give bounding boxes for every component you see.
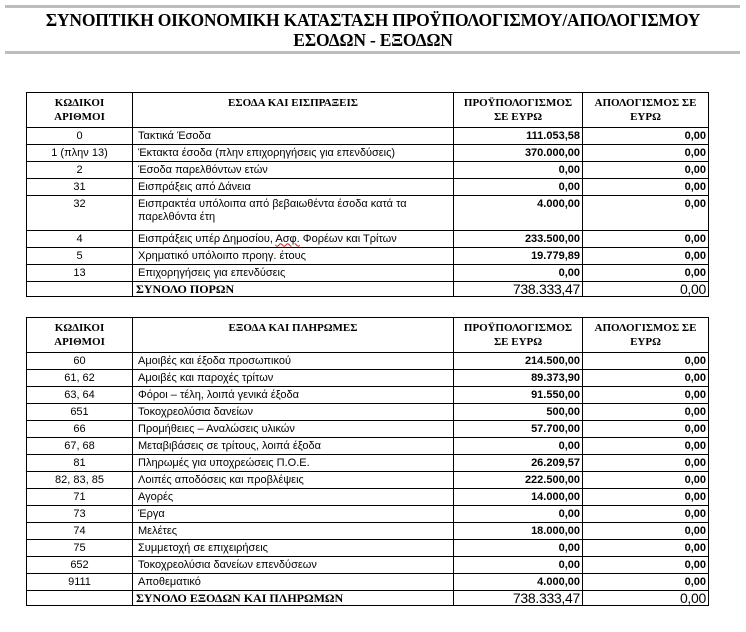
row-actual: 0,00	[583, 455, 709, 472]
row-description: Αγορές	[133, 489, 454, 506]
row-description: Αμοιβές και παροχές τρίτων	[133, 370, 454, 387]
table-row	[27, 145, 709, 162]
expense-table-header	[27, 318, 709, 353]
row-code: 67, 68	[27, 438, 133, 455]
table-row	[27, 196, 709, 231]
total-code-empty	[27, 591, 133, 606]
row-actual: 0,00	[583, 128, 709, 145]
table-row	[27, 472, 709, 489]
total-label: ΣΥΝΟΛΟ ΠΟΡΩΝ	[133, 282, 454, 297]
row-actual: 0,00	[583, 557, 709, 574]
row-code: 71	[27, 489, 133, 506]
row-actual: 0,00	[583, 231, 709, 248]
row-budget: 0,00	[454, 557, 583, 574]
row-actual: 0,00	[583, 404, 709, 421]
row-budget: 0,00	[454, 506, 583, 523]
table-row	[27, 387, 709, 404]
revenue-table	[26, 92, 709, 297]
expense-table	[26, 317, 709, 606]
total-actual: 0,00	[583, 282, 709, 297]
row-code: 60	[27, 353, 133, 370]
row-actual: 0,00	[583, 421, 709, 438]
table-row	[27, 179, 709, 196]
table-row	[27, 489, 709, 506]
table-row	[27, 421, 709, 438]
row-budget: 19.779,89	[454, 248, 583, 265]
title-rule-top	[5, 5, 740, 8]
row-actual: 0,00	[583, 265, 709, 282]
row-actual: 0,00	[583, 523, 709, 540]
row-description: Αμοιβές και έξοδα προσωπικού	[133, 353, 454, 370]
table-row	[27, 540, 709, 557]
table-row	[27, 506, 709, 523]
table-row	[27, 557, 709, 574]
row-actual: 0,00	[583, 387, 709, 404]
row-description	[133, 231, 454, 248]
row-budget: 0,00	[454, 265, 583, 282]
row-code: 74	[27, 523, 133, 540]
row-budget: 111.053,58	[454, 128, 583, 145]
row-budget: 91.550,00	[454, 387, 583, 404]
expense-total-row	[27, 591, 709, 606]
row-budget: 26.209,57	[454, 455, 583, 472]
row-actual: 0,00	[583, 179, 709, 196]
row-code: 75	[27, 540, 133, 557]
row-description-part: Φορέων και Τρίτων	[299, 232, 397, 245]
revenue-total-row	[27, 282, 709, 297]
total-budget: 738.333,47	[454, 591, 583, 606]
row-budget: 4.000,00	[454, 196, 583, 231]
revenue-table-header	[27, 93, 709, 128]
row-budget: 233.500,00	[454, 231, 583, 248]
row-budget: 214.500,00	[454, 353, 583, 370]
row-actual: 0,00	[583, 438, 709, 455]
row-actual: 0,00	[583, 162, 709, 179]
row-actual: 0,00	[583, 489, 709, 506]
row-code: 32	[27, 196, 133, 231]
row-actual: 0,00	[583, 574, 709, 591]
row-description: Μελέτες	[133, 523, 454, 540]
row-code: 82, 83, 85	[27, 472, 133, 489]
header-code: ΚΩΔΙΚΟΙ ΑΡΙΘΜΟΙ	[27, 93, 133, 128]
row-actual: 0,00	[583, 370, 709, 387]
row-budget: 57.700,00	[454, 421, 583, 438]
row-code: 9111	[27, 574, 133, 591]
row-budget: 0,00	[454, 179, 583, 196]
row-code: 73	[27, 506, 133, 523]
row-budget: 89.373,90	[454, 370, 583, 387]
header-actual: ΑΠΟΛΟΓΙΣΜΟΣ ΣΕ ΕΥΡΩ	[583, 93, 709, 128]
row-actual: 0,00	[583, 196, 709, 231]
row-code: 5	[27, 248, 133, 265]
row-actual: 0,00	[583, 248, 709, 265]
header-budget: ΠΡΟΫΠΟΛΟΓΙΣΜΟΣ ΣΕ ΕΥΡΩ	[454, 318, 583, 353]
total-actual: 0,00	[583, 591, 709, 606]
table-row	[27, 248, 709, 265]
row-code: 31	[27, 179, 133, 196]
table-row	[27, 404, 709, 421]
table-row	[27, 231, 709, 248]
row-code: 652	[27, 557, 133, 574]
header-description: ΕΣΟΔΑ ΚΑΙ ΕΙΣΠΡΑΞΕΙΣ	[133, 93, 454, 128]
row-budget: 14.000,00	[454, 489, 583, 506]
table-row	[27, 353, 709, 370]
row-description: Χρηματικό υπόλοιπο προηγ. έτους	[133, 248, 454, 265]
table-row	[27, 523, 709, 540]
row-code: 0	[27, 128, 133, 145]
table-row	[27, 162, 709, 179]
row-budget: 0,00	[454, 540, 583, 557]
total-label: ΣΥΝΟΛΟ ΕΞΟΔΩΝ ΚΑΙ ΠΛΗΡΩΜΩΝ	[133, 591, 454, 606]
row-code: 61, 62	[27, 370, 133, 387]
row-budget: 0,00	[454, 162, 583, 179]
header-budget: ΠΡΟΫΠΟΛΟΓΙΣΜΟΣ ΣΕ ΕΥΡΩ	[454, 93, 583, 128]
row-budget: 18.000,00	[454, 523, 583, 540]
row-code: 66	[27, 421, 133, 438]
header-actual: ΑΠΟΛΟΓΙΣΜΟΣ ΣΕ ΕΥΡΩ	[583, 318, 709, 353]
header-code: ΚΩΔΙΚΟΙ ΑΡΙΘΜΟΙ	[27, 318, 133, 353]
row-actual: 0,00	[583, 353, 709, 370]
row-actual: 0,00	[583, 145, 709, 162]
table-row	[27, 265, 709, 282]
table-row	[27, 574, 709, 591]
row-budget: 500,00	[454, 404, 583, 421]
row-actual: 0,00	[583, 506, 709, 523]
document-title	[0, 10, 746, 50]
row-description: Έργα	[133, 506, 454, 523]
table-row	[27, 128, 709, 145]
row-budget: 222.500,00	[454, 472, 583, 489]
table-row	[27, 370, 709, 387]
row-budget: 4.000,00	[454, 574, 583, 591]
row-description: Φόροι – τέλη, λοιπά γενικά έξοδα	[133, 387, 454, 404]
row-description: Εισπρακτέα υπόλοιπα από βεβαιωθέντα έσοδα κατά τα παρελθόντα έτη	[133, 196, 454, 231]
row-actual: 0,00	[583, 540, 709, 557]
row-description: Τακτικά Έσοδα	[133, 128, 454, 145]
row-description: Λοιπές αποδόσεις και προβλέψεις	[133, 472, 454, 489]
row-code: 4	[27, 231, 133, 248]
row-description: Επιχορηγήσεις για επενδύσεις	[133, 265, 454, 282]
title-rule-bottom	[5, 51, 740, 54]
row-actual: 0,00	[583, 472, 709, 489]
row-description: Αποθεματικό	[133, 574, 454, 591]
total-budget: 738.333,47	[454, 282, 583, 297]
row-description: Συμμετοχή σε επιχειρήσεις	[133, 540, 454, 557]
spellcheck-flagged-word: Ασφ.	[275, 232, 300, 245]
row-description: Μεταβιβάσεις σε τρίτους, λοιπά έξοδα	[133, 438, 454, 455]
row-description: Έκτακτα έσοδα (πλην επιχορηγήσεις για επενδύσεις)	[133, 145, 454, 162]
row-description: Προμήθειες – Αναλώσεις υλικών	[133, 421, 454, 438]
table-row	[27, 438, 709, 455]
header-description: ΕΞΟΔΑ ΚΑΙ ΠΛΗΡΩΜΕΣ	[133, 318, 454, 353]
row-code: 2	[27, 162, 133, 179]
row-description-part: Εισπράξεις υπέρ Δημοσίου,	[138, 232, 276, 245]
row-code: 651	[27, 404, 133, 421]
row-budget: 370.000,00	[454, 145, 583, 162]
row-description: Εισπράξεις από Δάνεια	[133, 179, 454, 196]
row-description: Έσοδα παρελθόντων ετών	[133, 162, 454, 179]
document-title-line-1: ΣΥΝΟΠΤΙΚΗ ΟΙΚΟΝΟΜΙΚΗ ΚΑΤΑΣΤΑΣΗ ΠΡΟΫΠΟΛΟΓΙΣΜΟΥ/ΑΠΟΛΟΓΙΣΜΟΥ	[45, 10, 701, 30]
row-description: Πληρωμές για υποχρεώσεις Π.Ο.Ε.	[133, 455, 454, 472]
row-code: 81	[27, 455, 133, 472]
row-code: 1 (πλην 13)	[27, 145, 133, 162]
row-budget: 0,00	[454, 438, 583, 455]
document-title-line-2: ΕΣΟΔΩΝ - ΕΞΟΔΩΝ	[293, 30, 453, 50]
total-code-empty	[27, 282, 133, 297]
row-code: 13	[27, 265, 133, 282]
row-description: Τοκοχρεολύσια δανείων	[133, 404, 454, 421]
row-code: 63, 64	[27, 387, 133, 404]
table-row	[27, 455, 709, 472]
row-description: Τοκοχρεολύσια δανείων επενδύσεων	[133, 557, 454, 574]
